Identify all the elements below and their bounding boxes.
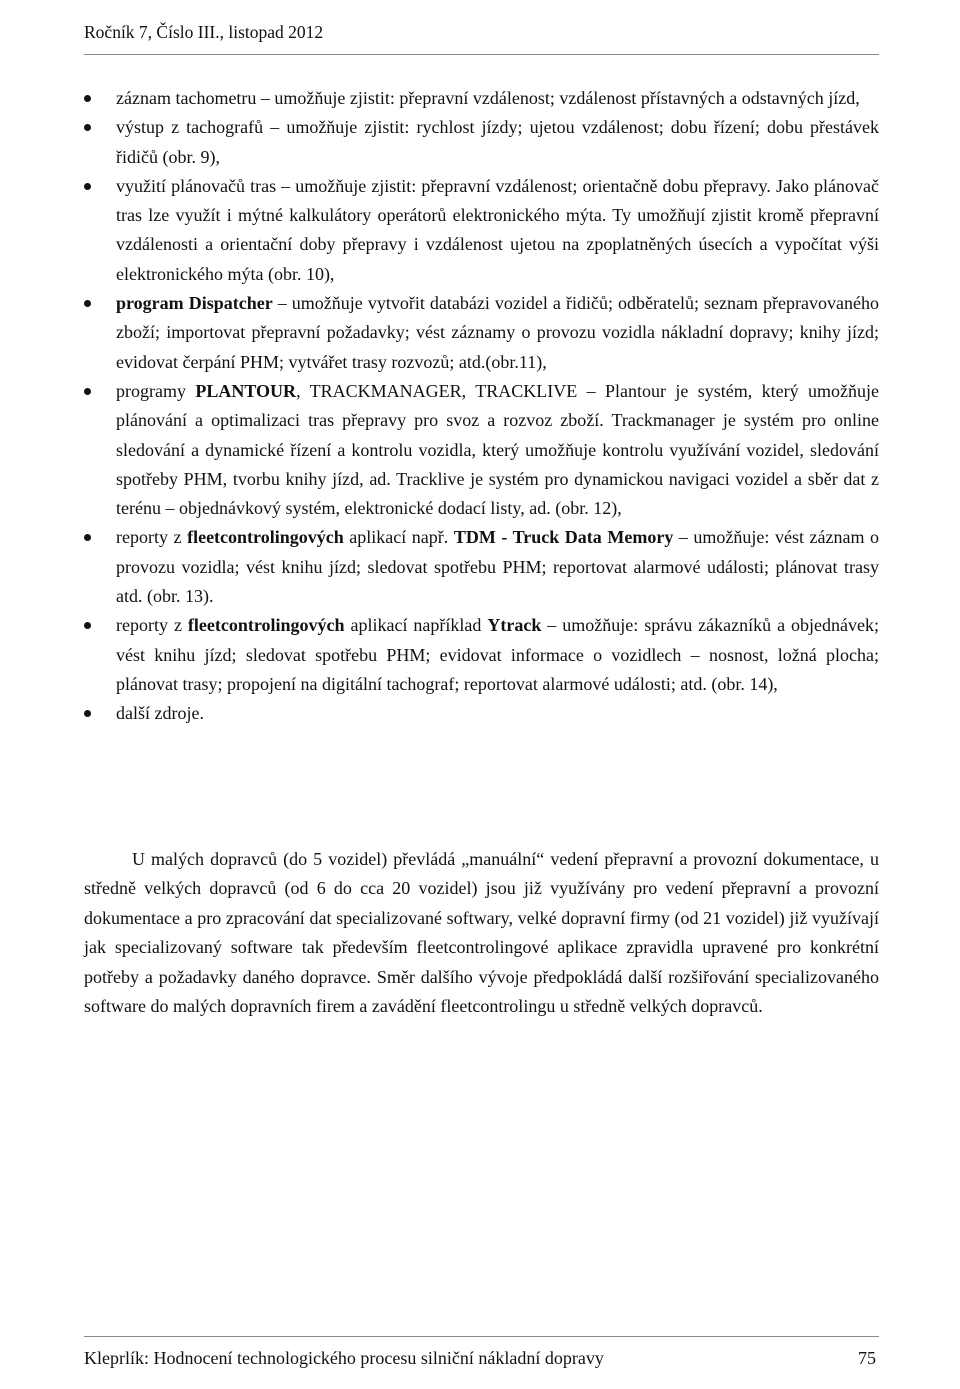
bold-text: Ytrack xyxy=(487,615,542,636)
list-item xyxy=(84,172,879,289)
bold-text: fleetcontrolingových xyxy=(187,615,345,636)
bullet-icon xyxy=(84,95,91,102)
text-segment: reporty z xyxy=(116,615,188,636)
bold-text: fleetcontrolingových xyxy=(187,527,344,548)
text-segment: další zdroje. xyxy=(116,703,204,724)
list-item xyxy=(84,523,879,611)
bullet-icon xyxy=(84,124,91,131)
text-segment: – umožňuje: vést záznam o provozu vozidla; vést knihu jízd; sledovat spotřebu PHM; reportovat alarmové události; plánovat trasy atd. (obr. 13). xyxy=(116,527,880,607)
bold-text: program Dispatcher xyxy=(116,293,273,314)
text-segment: využití plánovačů tras – umožňuje zjistit: přepravní vzdálenost; orientačně dobu přepravy. Jako plánovač tras lze využít i mýtné kalkulátory operátorů elektronického mýta. Ty umožňují zjistit kromě přepravní vzdálenosti a orientační doby přepravy i vzdálenost ujetou na zpoplatněných úsecích a vypočítat výši elektronického mýta (obr. 10), xyxy=(116,175,879,284)
text-segment: – umožňuje: správu zákazníků a objednávek; vést knihu jízd; sledovat spotřebu PHM; evidovat informace o vozidlech – nosnost, ložná plocha; plánovat trasy; propojení na digitální tachograf; reportovat alarmové události; atd. (obr. 14), xyxy=(116,615,879,694)
bold-text: PLANTOUR xyxy=(195,380,297,401)
body-paragraph: U malých dopravců (do 5 vozidel) převládá „manuální“ vedení přepravní a provozní dokumentace, u středně velkých dopravců (od 6 do cca 20 vozidel) jsou již využívány pro vedení přepravní a provozní dokumentace a pro zpracování dat specializované softwary, velké dopravní firmy (od 21 vozidel) již využívají jak specializovaný software tak především fleetcontrolingové aplikace zpravidla upravené pro konkrétní potřeby a požadavky daného dopravce. Směr dalšího vývoje předpokládá další rozšiřování specializovaného software do malých dopravních firem a zavádění fleetcontrolingu u středně velkých dopravců. xyxy=(84,849,879,1017)
text-segment: aplikací například xyxy=(344,615,488,636)
list-item xyxy=(84,611,879,699)
list-item xyxy=(84,699,879,728)
text-segment: aplikací např. xyxy=(343,527,454,548)
page-number: 75 xyxy=(858,1348,876,1368)
running-header: Ročník 7, Číslo III., listopad 2012 xyxy=(84,22,324,42)
text-segment: , TRACKMANAGER, TRACKLIVE – Plantour je systém, který umožňuje plánování a optimalizaci tras přepravy pro svoz a rozvoz zboží. Trackmanager je systém pro online sledování a dynamické řízení a kontrolu vozidla, který umožňuje kontrolu využívání vozidel, sledování spotřeby PHM, tvorbu knihy jízd, ad. Tracklive je systém pro dynamickou navigaci vozidel a sběr dat z terénu – objednávkový systém, elektronické dodací listy, ad. (obr. 12), xyxy=(116,380,879,519)
text-segment: reporty z xyxy=(116,527,188,548)
bullet-icon xyxy=(84,183,91,190)
bold-text: TDM - Truck Data Memory xyxy=(453,527,674,548)
bullet-icon xyxy=(84,534,91,541)
bullet-icon xyxy=(84,388,91,395)
list-item xyxy=(84,289,879,377)
bullet-icon xyxy=(84,710,91,717)
text-segment: výstup z tachografů – umožňuje zjistit: rychlost jízdy; ujetou vzdálenost; dobu řízení; dobu přestávek řidičů (obr. 9), xyxy=(116,117,879,167)
header-divider xyxy=(84,54,879,55)
list-item xyxy=(84,84,879,113)
text-segment: záznam tachometru – umožňuje zjistit: přepravní vzdálenost; vzdálenost přístavných a odstavných jízd, xyxy=(116,88,860,108)
text-segment: programy xyxy=(116,380,196,401)
list-item xyxy=(84,113,879,172)
bullet-icon xyxy=(84,300,91,307)
text-segment: – umožňuje vytvořit databázi vozidel a řidičů; odběratelů; seznam přepravovaného zboží; importovat přepravní požadavky; vést záznamy o provozu vozidla nákladní dopravy; knihy jízd; evidovat čerpání PHM; vytvářet trasy rozvozů; atd.(obr.11), xyxy=(116,293,879,372)
footer-divider xyxy=(84,1336,879,1337)
running-footer: Kleprlík: Hodnocení technologického procesu silniční nákladní dopravy xyxy=(84,1348,604,1368)
list-item xyxy=(84,377,879,523)
bullet-icon xyxy=(84,622,91,629)
bullet-list xyxy=(84,84,879,729)
